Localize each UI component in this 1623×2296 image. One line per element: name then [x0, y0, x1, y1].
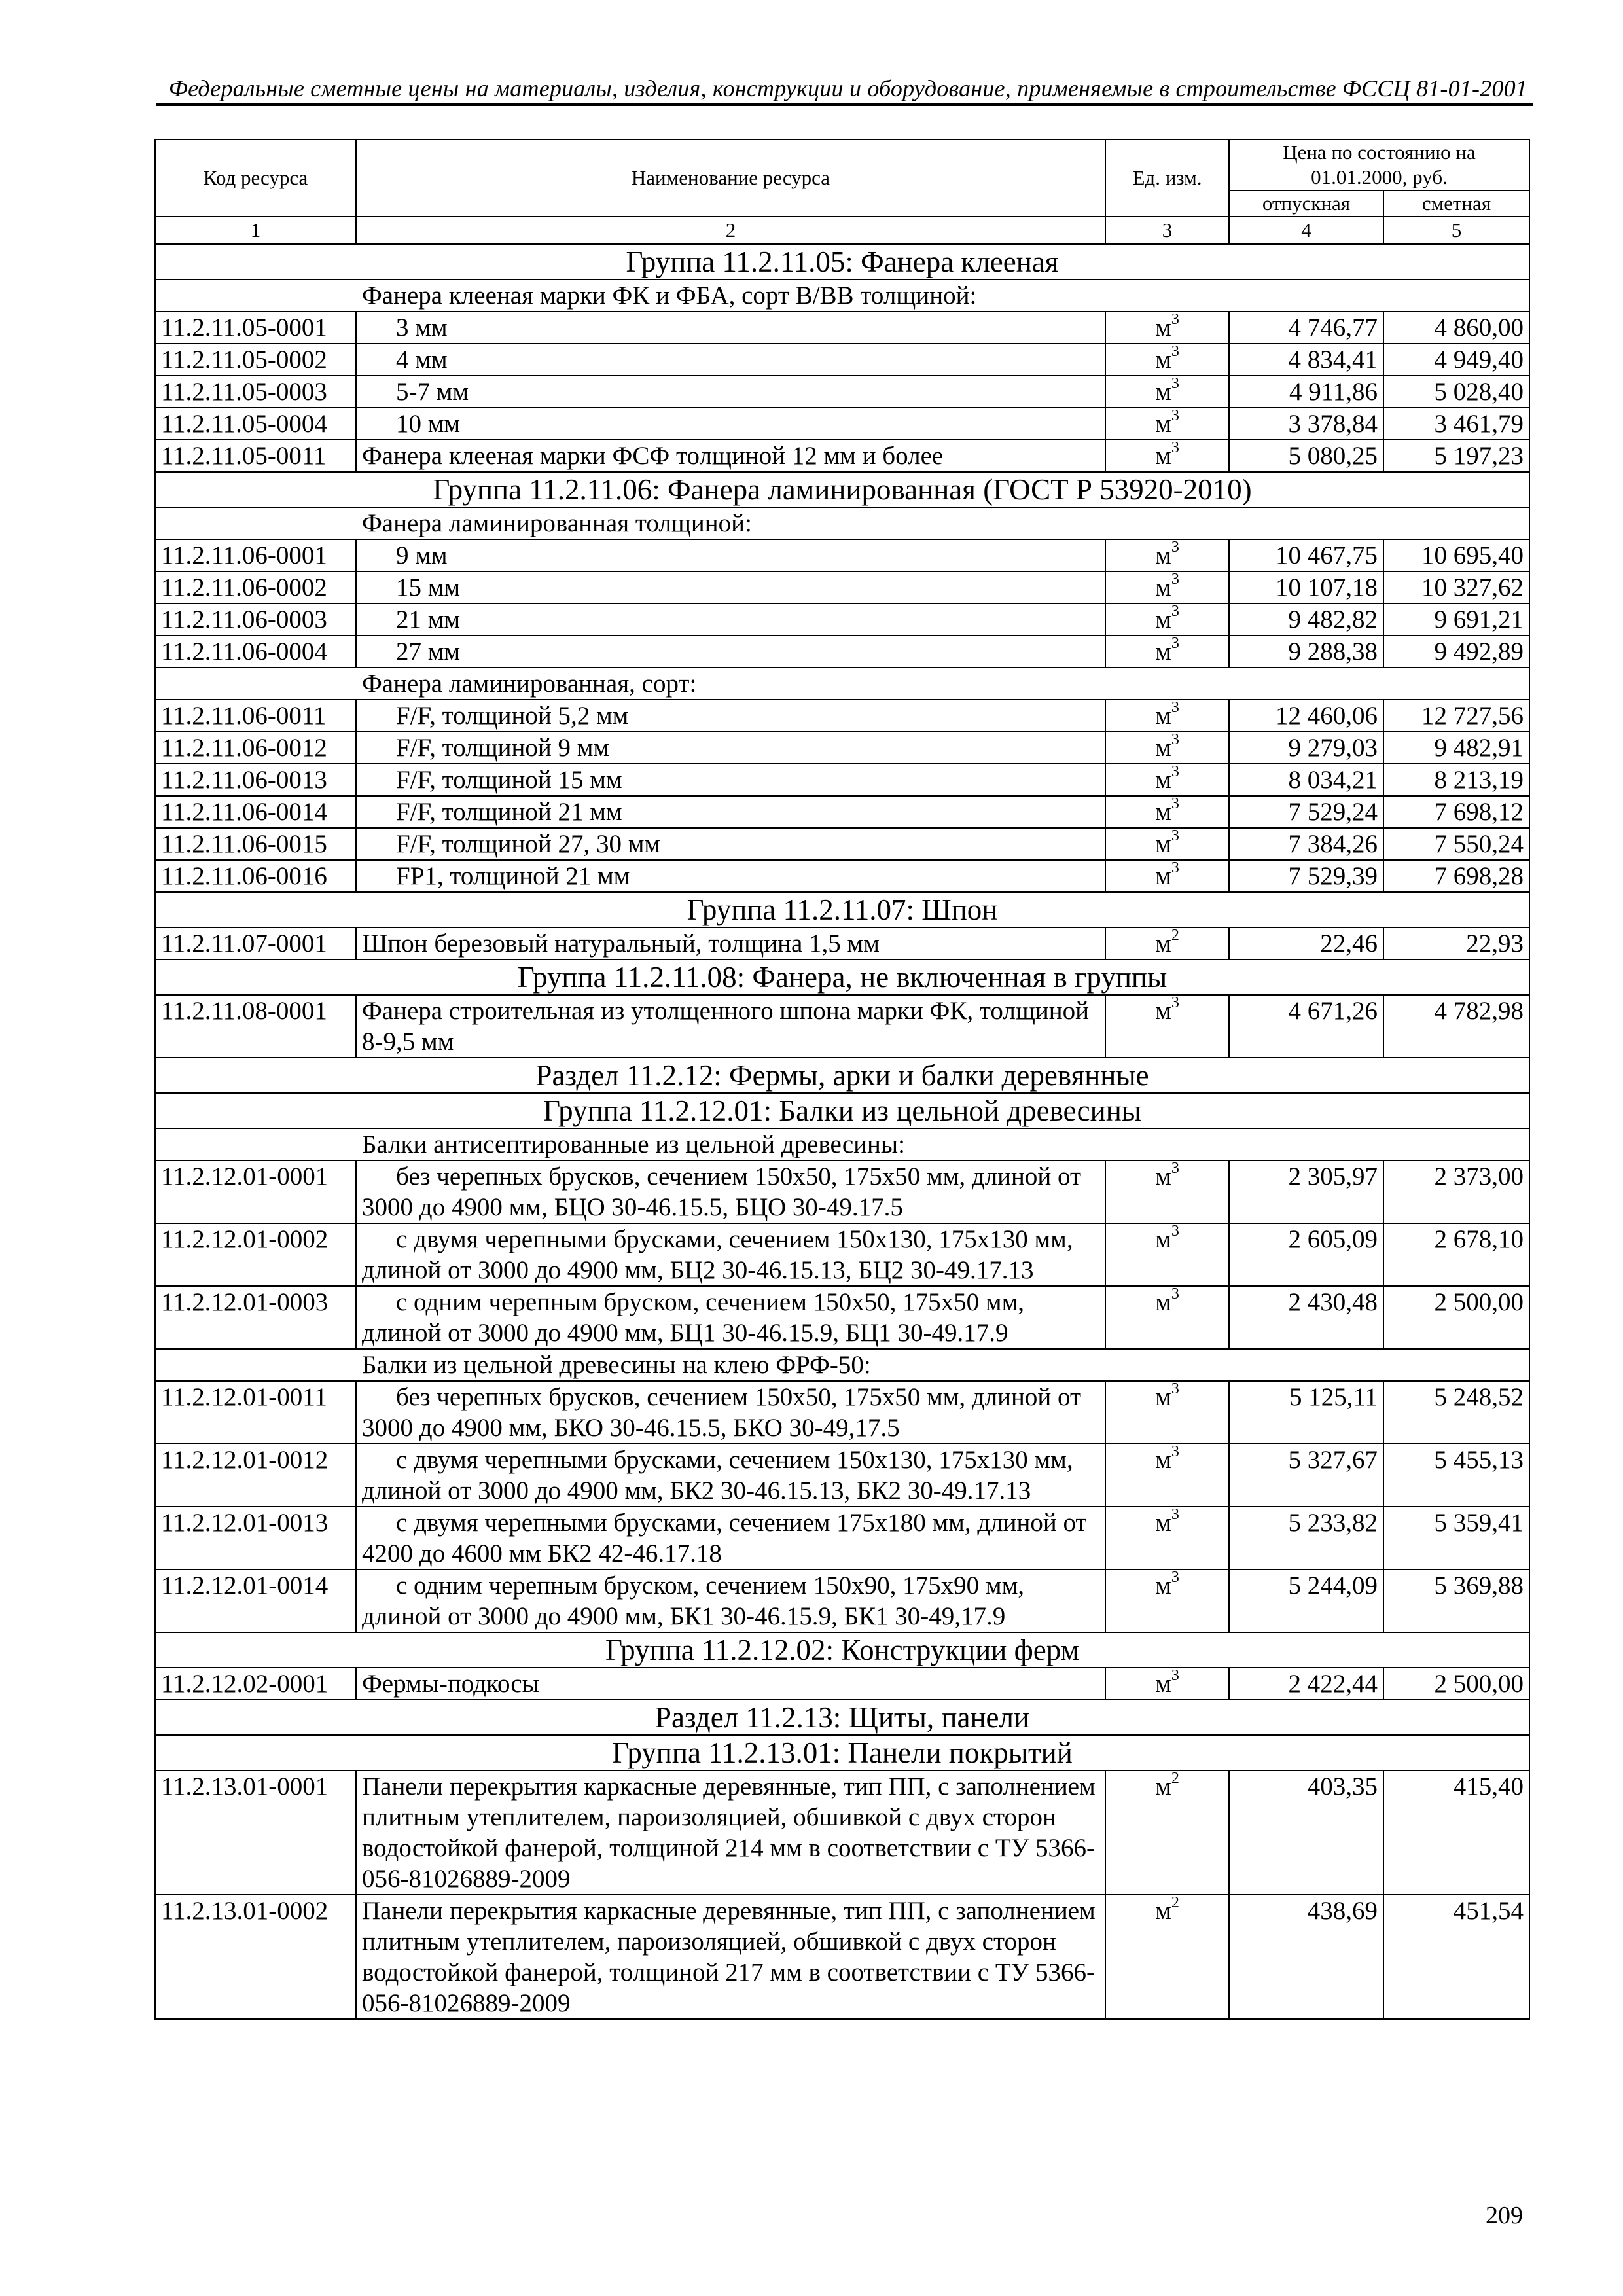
unit-text: м	[1155, 734, 1171, 762]
price-release: 2 605,09	[1229, 1223, 1383, 1286]
unit-power: 3	[1171, 375, 1179, 392]
table-row	[155, 539, 1529, 571]
unit-power: 2	[1171, 1894, 1179, 1911]
price-estimate: 7 550,24	[1383, 828, 1529, 860]
price-estimate: 9 691,21	[1383, 603, 1529, 636]
unit-cell	[1105, 1444, 1229, 1507]
price-estimate: 8 213,19	[1383, 764, 1529, 796]
page-number: 209	[1486, 2202, 1523, 2229]
price-estimate: 10 327,62	[1383, 571, 1529, 603]
resource-name	[356, 1507, 1105, 1570]
resource-name	[356, 440, 1105, 472]
price-release: 9 482,82	[1229, 603, 1383, 636]
resource-name	[356, 828, 1105, 860]
price-release: 10 467,75	[1229, 539, 1383, 571]
unit-cell	[1105, 1895, 1229, 2019]
subgroup-row	[155, 279, 1529, 312]
price-release: 5 080,25	[1229, 440, 1383, 472]
resource-name	[356, 700, 1105, 732]
unit-power: 3	[1171, 1160, 1179, 1177]
unit-text: м	[1155, 1383, 1171, 1411]
resource-code: 11.2.12.02-0001	[155, 1668, 356, 1700]
table-row	[155, 796, 1529, 828]
resource-name	[356, 995, 1105, 1058]
price-release: 4 671,26	[1229, 995, 1383, 1058]
resource-code: 11.2.11.08-0001	[155, 995, 356, 1058]
table-row	[155, 1223, 1529, 1286]
price-estimate: 10 695,40	[1383, 539, 1529, 571]
price-estimate: 9 482,91	[1383, 732, 1529, 764]
resource-name-text: с двумя черепными брусками, сечением 150х130, 175х130 мм, длиной от 3000 до 4900 мм, БК2 30-46.15.13, БК2 30-49.17.13	[362, 1446, 1073, 1505]
unit-cell	[1105, 636, 1229, 668]
resource-name-text: без черепных брусков, сечением 150х50, 175х50 мм, длиной от 3000 до 4900 мм, БКО 30-46.15.5, БКО 30-49,17.5	[362, 1383, 1082, 1442]
resource-name-text: F/F, толщиной 9 мм	[396, 734, 610, 762]
resource-code: 11.2.11.06-0015	[155, 828, 356, 860]
group-title-row	[155, 892, 1529, 927]
price-release: 5 244,09	[1229, 1570, 1383, 1632]
header-code: Код ресурса	[155, 139, 356, 217]
price-estimate: 5 028,40	[1383, 376, 1529, 408]
subgroup-row	[155, 1349, 1529, 1381]
header-unit: Ед. изм.	[1105, 139, 1229, 217]
resource-name-text: 10 мм	[396, 410, 461, 438]
group-title: Группа 11.2.12.02: Конструкции ферм	[155, 1632, 1529, 1668]
unit-text: м	[1155, 1571, 1171, 1600]
unit-text: м	[1155, 1897, 1171, 1925]
unit-power: 3	[1171, 1667, 1179, 1684]
price-release: 7 529,24	[1229, 796, 1383, 828]
subgroup-row	[155, 1128, 1529, 1160]
resource-name-text: Фанера строительная из утолщенного шпона марки ФК, толщиной 8-9,5 мм	[362, 997, 1089, 1056]
price-estimate: 2 500,00	[1383, 1668, 1529, 1700]
resource-code: 11.2.12.01-0011	[155, 1381, 356, 1444]
price-release: 5 233,82	[1229, 1507, 1383, 1570]
unit-power: 3	[1171, 1506, 1179, 1523]
table-row	[155, 1570, 1529, 1632]
resource-code: 11.2.11.06-0012	[155, 732, 356, 764]
unit-power: 3	[1171, 859, 1179, 876]
group-title: Группа 11.2.12.01: Балки из цельной древесины	[155, 1093, 1529, 1128]
price-estimate: 5 455,13	[1383, 1444, 1529, 1507]
unit-cell	[1105, 700, 1229, 732]
subgroup-row	[155, 668, 1529, 700]
resource-name	[356, 1223, 1105, 1286]
resource-code: 11.2.11.05-0001	[155, 312, 356, 344]
resource-name-text: с одним черепным бруском, сечением 150х50, 175х50 мм, длиной от 3000 до 4900 мм, БЦ1 30-46.15.9, БЦ1 30-49.17.9	[362, 1288, 1024, 1347]
resource-code: 11.2.12.01-0002	[155, 1223, 356, 1286]
resource-name-text: FP1, толщиной 21 мм	[396, 862, 630, 890]
unit-cell	[1105, 828, 1229, 860]
unit-cell	[1105, 312, 1229, 344]
resource-name-text: Шпон березовый натуральный, толщина 1,5 мм	[362, 929, 880, 958]
unit-text: м	[1155, 766, 1171, 794]
table-row	[155, 1381, 1529, 1444]
resource-code: 11.2.11.06-0002	[155, 571, 356, 603]
header-price-estimate: сметная	[1383, 190, 1529, 217]
unit-cell	[1105, 995, 1229, 1058]
resource-name-text: с двумя черепными брусками, сечением 175х180 мм, длиной от 4200 до 4600 мм БК2 42-46.17.18	[362, 1509, 1087, 1568]
resource-name	[356, 1444, 1105, 1507]
resource-name-text: с одним черепным бруском, сечением 150х90, 175х90 мм, длиной от 3000 до 4900 мм, БК1 30-46.15.9, БК1 30-49,17.9	[362, 1571, 1024, 1630]
price-estimate: 5 369,88	[1383, 1570, 1529, 1632]
resource-name-text: с двумя черепными брусками, сечением 150х130, 175х130 мм, длиной от 3000 до 4900 мм, БЦ2 30-46.15.13, БЦ2 30-49.17.13	[362, 1225, 1073, 1284]
unit-power: 3	[1171, 1223, 1179, 1240]
group-title-row	[155, 1093, 1529, 1128]
group-title-row	[155, 472, 1529, 507]
resource-name-text: 15 мм	[396, 573, 461, 601]
table-row	[155, 1160, 1529, 1223]
price-estimate: 451,54	[1383, 1895, 1529, 2019]
price-release: 4 834,41	[1229, 344, 1383, 376]
table-row	[155, 860, 1529, 892]
group-title: Группа 11.2.11.05: Фанера клееная	[155, 244, 1529, 279]
table-row	[155, 1286, 1529, 1349]
resource-name	[356, 603, 1105, 636]
unit-text: м	[1155, 346, 1171, 374]
unit-text: м	[1155, 314, 1171, 342]
unit-text: м	[1155, 541, 1171, 569]
unit-cell	[1105, 764, 1229, 796]
resource-name	[356, 1570, 1105, 1632]
resource-name	[356, 1668, 1105, 1700]
price-release: 2 430,48	[1229, 1286, 1383, 1349]
unit-cell	[1105, 860, 1229, 892]
table-row	[155, 732, 1529, 764]
unit-text: м	[1155, 1670, 1171, 1698]
unit-text: м	[1155, 830, 1171, 858]
price-release: 7 384,26	[1229, 828, 1383, 860]
price-release: 5 327,67	[1229, 1444, 1383, 1507]
group-title: Раздел 11.2.12: Фермы, арки и балки деревянные	[155, 1058, 1529, 1093]
group-title-row	[155, 1632, 1529, 1668]
subgroup-row	[155, 507, 1529, 539]
table-row	[155, 1895, 1529, 2019]
table-row	[155, 927, 1529, 960]
table-row	[155, 1668, 1529, 1700]
resource-name	[356, 344, 1105, 376]
unit-power: 3	[1171, 603, 1179, 620]
resource-name	[356, 796, 1105, 828]
unit-power: 3	[1171, 439, 1179, 456]
unit-text: м	[1155, 1162, 1171, 1191]
unit-power: 3	[1171, 1443, 1179, 1460]
table-row	[155, 408, 1529, 440]
col-number-2: 2	[356, 217, 1105, 244]
price-release: 2 422,44	[1229, 1668, 1383, 1700]
unit-cell	[1105, 1286, 1229, 1349]
resource-name	[356, 571, 1105, 603]
price-estimate: 3 461,79	[1383, 408, 1529, 440]
unit-text: м	[1155, 573, 1171, 601]
resource-name-text: Фанера клееная марки ФСФ толщиной 12 мм и более	[362, 442, 944, 470]
resource-code: 11.2.11.06-0016	[155, 860, 356, 892]
unit-cell	[1105, 376, 1229, 408]
unit-power: 3	[1171, 795, 1179, 812]
unit-text: м	[1155, 378, 1171, 406]
price-release: 5 125,11	[1229, 1381, 1383, 1444]
resource-name	[356, 408, 1105, 440]
group-title: Группа 11.2.11.07: Шпон	[155, 892, 1529, 927]
table-row	[155, 995, 1529, 1058]
subgroup-label: Балки антисептированные из цельной древесины:	[155, 1128, 1529, 1160]
resource-name	[356, 1895, 1105, 2019]
price-estimate: 9 492,89	[1383, 636, 1529, 668]
subgroup-label: Фанера клееная марки ФК и ФБА, сорт В/ВВ толщиной:	[155, 279, 1529, 312]
unit-cell	[1105, 1668, 1229, 1700]
resource-code: 11.2.11.07-0001	[155, 927, 356, 960]
unit-power: 3	[1171, 311, 1179, 328]
resource-code: 11.2.12.01-0003	[155, 1286, 356, 1349]
unit-text: м	[1155, 1446, 1171, 1474]
unit-text: м	[1155, 605, 1171, 634]
price-release: 10 107,18	[1229, 571, 1383, 603]
resource-name	[356, 376, 1105, 408]
col-number-1: 1	[155, 217, 356, 244]
price-estimate: 4 949,40	[1383, 344, 1529, 376]
table-row	[155, 1444, 1529, 1507]
subgroup-label: Фанера ламинированная толщиной:	[155, 507, 1529, 539]
unit-cell	[1105, 927, 1229, 960]
table-body	[155, 244, 1529, 2019]
resource-code: 11.2.11.06-0011	[155, 700, 356, 732]
unit-power: 3	[1171, 827, 1179, 844]
group-title-row	[155, 960, 1529, 995]
resource-name-text: 27 мм	[396, 637, 461, 666]
unit-cell	[1105, 1770, 1229, 1895]
price-release: 22,46	[1229, 927, 1383, 960]
resource-code: 11.2.12.01-0001	[155, 1160, 356, 1223]
resource-code: 11.2.11.05-0002	[155, 344, 356, 376]
price-estimate: 7 698,12	[1383, 796, 1529, 828]
price-release: 438,69	[1229, 1895, 1383, 2019]
header-price-release: отпускная	[1229, 190, 1383, 217]
price-estimate: 2 500,00	[1383, 1286, 1529, 1349]
resource-name	[356, 1286, 1105, 1349]
table-row	[155, 636, 1529, 668]
price-release: 8 034,21	[1229, 764, 1383, 796]
table-row	[155, 603, 1529, 636]
resource-name-text: F/F, толщиной 15 мм	[396, 766, 622, 794]
unit-cell	[1105, 1223, 1229, 1286]
price-release: 4 911,86	[1229, 376, 1383, 408]
unit-cell	[1105, 732, 1229, 764]
resource-code: 11.2.12.01-0013	[155, 1507, 356, 1570]
group-title-row	[155, 1700, 1529, 1735]
resource-code: 11.2.11.05-0003	[155, 376, 356, 408]
unit-cell	[1105, 571, 1229, 603]
resource-name-text: 5-7 мм	[396, 378, 469, 406]
resource-code: 11.2.11.06-0013	[155, 764, 356, 796]
resource-name-text: 21 мм	[396, 605, 461, 634]
price-release: 9 288,38	[1229, 636, 1383, 668]
unit-cell	[1105, 1160, 1229, 1223]
group-title-row	[155, 244, 1529, 279]
unit-cell	[1105, 796, 1229, 828]
resource-code: 11.2.11.06-0014	[155, 796, 356, 828]
unit-cell	[1105, 1381, 1229, 1444]
unit-cell	[1105, 1570, 1229, 1632]
resource-name	[356, 927, 1105, 960]
unit-text: м	[1155, 442, 1171, 470]
unit-text: м	[1155, 410, 1171, 438]
resource-code: 11.2.12.01-0014	[155, 1570, 356, 1632]
table-row	[155, 700, 1529, 732]
table-row	[155, 571, 1529, 603]
unit-power: 3	[1171, 731, 1179, 748]
resource-name-text: F/F, толщиной 21 мм	[396, 798, 622, 826]
resource-name-text: 4 мм	[396, 346, 448, 374]
price-estimate: 5 248,52	[1383, 1381, 1529, 1444]
unit-cell	[1105, 440, 1229, 472]
resource-name	[356, 860, 1105, 892]
resource-code: 11.2.11.06-0004	[155, 636, 356, 668]
unit-power: 2	[1171, 927, 1179, 944]
resource-name-text: Фермы-подкосы	[362, 1670, 539, 1698]
price-release: 3 378,84	[1229, 408, 1383, 440]
table-row	[155, 344, 1529, 376]
table-row	[155, 828, 1529, 860]
table-row	[155, 376, 1529, 408]
resource-name-text: 9 мм	[396, 541, 448, 569]
resource-code: 11.2.11.06-0001	[155, 539, 356, 571]
unit-text: м	[1155, 798, 1171, 826]
unit-power: 3	[1171, 635, 1179, 652]
price-estimate: 22,93	[1383, 927, 1529, 960]
resource-name-text: 3 мм	[396, 314, 448, 342]
price-release: 9 279,03	[1229, 732, 1383, 764]
resource-name	[356, 636, 1105, 668]
price-release: 403,35	[1229, 1770, 1383, 1895]
unit-text: м	[1155, 862, 1171, 890]
resource-name	[356, 764, 1105, 796]
running-header	[156, 71, 1533, 106]
resource-code: 11.2.11.05-0004	[155, 408, 356, 440]
resource-code: 11.2.13.01-0001	[155, 1770, 356, 1895]
col-number-4: 4	[1229, 217, 1383, 244]
group-title-row	[155, 1058, 1529, 1093]
resource-code: 11.2.13.01-0002	[155, 1895, 356, 2019]
price-estimate: 2 678,10	[1383, 1223, 1529, 1286]
resource-name-text: F/F, толщиной 27, 30 мм	[396, 830, 661, 858]
unit-power: 3	[1171, 571, 1179, 588]
table-row	[155, 764, 1529, 796]
unit-cell	[1105, 408, 1229, 440]
table-row	[155, 1507, 1529, 1570]
group-title: Группа 11.2.11.06: Фанера ламинированная (ГОСТ Р 53920-2010)	[155, 472, 1529, 507]
price-estimate: 12 727,56	[1383, 700, 1529, 732]
running-header-text: Федеральные сметные цены на материалы, изделия, конструкции и оборудование, применяемые в строительстве ФССЦ 81-01-2001	[168, 75, 1527, 101]
unit-text: м	[1155, 929, 1171, 958]
table-row	[155, 1770, 1529, 1895]
price-estimate: 415,40	[1383, 1770, 1529, 1895]
col-number-5: 5	[1383, 217, 1529, 244]
resource-name	[356, 1381, 1105, 1444]
resource-name	[356, 312, 1105, 344]
unit-cell	[1105, 603, 1229, 636]
unit-text: м	[1155, 1509, 1171, 1537]
unit-power: 3	[1171, 1285, 1179, 1302]
group-title: Группа 11.2.13.01: Панели покрытий	[155, 1735, 1529, 1770]
subgroup-label: Балки из цельной древесины на клею ФРФ-50:	[155, 1349, 1529, 1381]
price-estimate: 2 373,00	[1383, 1160, 1529, 1223]
resource-name	[356, 1160, 1105, 1223]
price-release: 2 305,97	[1229, 1160, 1383, 1223]
resource-name	[356, 539, 1105, 571]
unit-cell	[1105, 1507, 1229, 1570]
unit-power: 3	[1171, 699, 1179, 716]
price-estimate: 4 782,98	[1383, 995, 1529, 1058]
resource-code: 11.2.12.01-0012	[155, 1444, 356, 1507]
resource-name-text: Панели перекрытия каркасные деревянные, тип ПП, с заполнением плитным утеплителем, пароизоляцией, обшивкой с двух сторон водостойкой фанерой, толщиной 214 мм в соответствии с ТУ 5366-056-81026889-2009	[362, 1772, 1096, 1893]
price-release: 12 460,06	[1229, 700, 1383, 732]
price-estimate: 5 197,23	[1383, 440, 1529, 472]
group-title: Раздел 11.2.13: Щиты, панели	[155, 1700, 1529, 1735]
unit-power: 3	[1171, 1380, 1179, 1397]
unit-text: м	[1155, 637, 1171, 666]
unit-text: м	[1155, 1225, 1171, 1253]
resource-code: 11.2.11.06-0003	[155, 603, 356, 636]
group-title-row	[155, 1735, 1529, 1770]
unit-text: м	[1155, 1772, 1171, 1801]
price-release: 7 529,39	[1229, 860, 1383, 892]
resource-code: 11.2.11.05-0011	[155, 440, 356, 472]
col-number-3: 3	[1105, 217, 1229, 244]
table-row	[155, 440, 1529, 472]
resource-name-text: F/F, толщиной 5,2 мм	[396, 702, 629, 730]
header-price-group: Цена по состоянию на 01.01.2000, руб.	[1229, 139, 1529, 190]
unit-text: м	[1155, 997, 1171, 1025]
unit-power: 3	[1171, 407, 1179, 424]
price-estimate: 4 860,00	[1383, 312, 1529, 344]
price-estimate: 5 359,41	[1383, 1507, 1529, 1570]
price-table	[154, 139, 1530, 2020]
subgroup-label: Фанера ламинированная, сорт:	[155, 668, 1529, 700]
price-estimate: 7 698,28	[1383, 860, 1529, 892]
unit-text: м	[1155, 1288, 1171, 1316]
header-name: Наименование ресурса	[356, 139, 1105, 217]
unit-power: 2	[1171, 1770, 1179, 1787]
table-row	[155, 312, 1529, 344]
unit-power: 3	[1171, 343, 1179, 360]
unit-cell	[1105, 539, 1229, 571]
unit-text: м	[1155, 702, 1171, 730]
unit-power: 3	[1171, 539, 1179, 556]
unit-power: 3	[1171, 763, 1179, 780]
unit-cell	[1105, 344, 1229, 376]
unit-power: 3	[1171, 1569, 1179, 1586]
resource-name	[356, 732, 1105, 764]
unit-power: 3	[1171, 994, 1179, 1011]
resource-name-text: без черепных брусков, сечением 150х50, 175х50 мм, длиной от 3000 до 4900 мм, БЦО 30-46.15.5, БЦО 30-49.17.5	[362, 1162, 1082, 1221]
resource-name	[356, 1770, 1105, 1895]
price-release: 4 746,77	[1229, 312, 1383, 344]
resource-name-text: Панели перекрытия каркасные деревянные, тип ПП, с заполнением плитным утеплителем, пароизоляцией, обшивкой с двух сторон водостойкой фанерой, толщиной 217 мм в соответствии с ТУ 5366-056-81026889-2009	[362, 1897, 1096, 2017]
group-title: Группа 11.2.11.08: Фанера, не включенная в группы	[155, 960, 1529, 995]
